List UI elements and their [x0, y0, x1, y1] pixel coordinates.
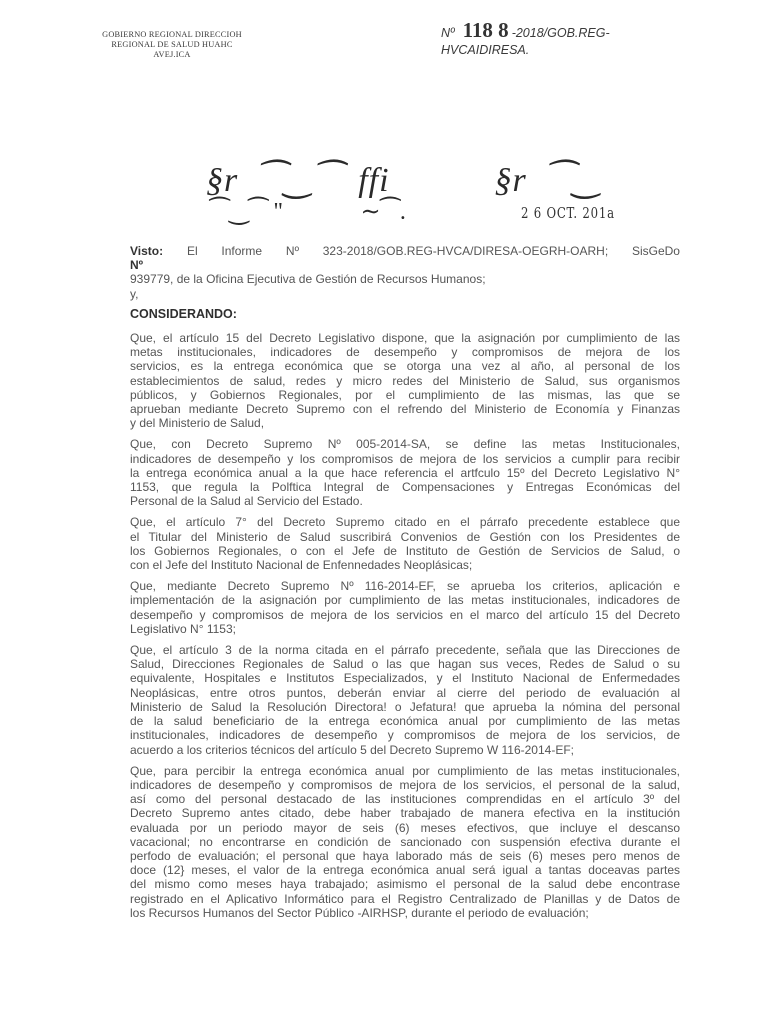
resolution-number: [441, 18, 651, 59]
considerando-paragraph: [130, 331, 680, 430]
visto-section: [130, 244, 680, 301]
institution-line-3: AVEJ.ICA: [153, 50, 191, 59]
paragraph-line: desempeño y compromisos de mejora de los servicios en el marco del artículo 15 del Decreto: [130, 607, 680, 622]
paragraph-line: aprueban mediante Decreto Supremo con el refrendo del Ministerio de Economía y Finanzas: [130, 402, 680, 417]
visto-line-1: [130, 244, 680, 258]
considerando-paragraph: [130, 579, 680, 636]
paragraph-line: 1153, que regula la Polftica Integral de Compensaciones y Entregas Económicas del: [130, 480, 680, 495]
paragraph-line: Que, el artículo 15 del Decreto Legislativo dispone, que la asignación por cumplimiento de las: [130, 331, 680, 346]
institution-line-1: GOBIERNO REGIONAL DIRECCIOH: [102, 30, 242, 39]
paragraph-line: evaluada por un periodo mayor de seis (6) meses efectivos, que incluye el descanso: [130, 820, 680, 835]
paragraph-line: metas institucionales, indicadores de desempeño y compromisos de mejora de los: [130, 345, 680, 360]
considerando-paragraph: [130, 515, 680, 572]
paragraph-line: Decreto Supremo antes citado, debe haber trabajado de manera efectiva en la institución: [130, 806, 680, 821]
paragraph-line: de la salud beneficiario de la entrega económica anual por cumplimiento de las metas: [130, 714, 680, 729]
paragraph-line: indicadores de desempeño y compromisos de mejora de los servicios, el personal de la salud,: [130, 777, 680, 792]
considerando-paragraphs: [130, 331, 680, 920]
paragraph-line: así como del personal destacado de las instituciones comprendidas en el artículo 3º del: [130, 792, 680, 807]
paragraph-line: doce (12} meses, el valor de la entrega económica anual será igual a tantas doceavas partes: [130, 863, 680, 878]
paragraph-line: implementación de la asignación por cumplimiento de las metas institucionales, indicadores de: [130, 593, 680, 608]
paragraph-line: los Recursos Humanos del Sector Público -AIRHSP, durante el periodo de evaluación;: [130, 905, 589, 920]
paragraph-line: acuerdo a los criterios técnicos del artículo 5 del Decreto Supremo W 116-2014-EF;: [130, 742, 574, 757]
number-value: 118 8: [462, 18, 509, 42]
visto-line-3: y,: [130, 286, 139, 301]
document-body: [130, 244, 680, 927]
number-suffix: -2018/GOB.REG-: [511, 26, 610, 40]
visto-line-2: 939779, de la Oficina Ejecutiva de Gestión de Recursos Humanos;: [130, 272, 486, 287]
institution-header: [96, 30, 248, 60]
paragraph-line: servicios, es la entrega económica que se otorga una vez al año, al personal de los: [130, 359, 680, 374]
paragraph-line: Que, el artículo 7° del Decreto Supremo citado en el párrafo precedente establece que: [130, 515, 680, 530]
paragraph-line: institucionales, indicadores de desempeño y compromisos de mejora de los servicios, de: [130, 728, 680, 743]
considerando-paragraph: [130, 437, 680, 508]
visto-label: Visto:: [130, 244, 164, 258]
visto-text-1: El Informe Nº 323-2018/GOB.REG-HVCA/DIRESA-OEGRH-OARH; SisGeDo: [186, 244, 680, 258]
paragraph-line: Que, mediante Decreto Supremo Nº 116-2014-EF, se aprueba los criterios, aplicación e: [130, 579, 680, 594]
paragraph-line: Que, para percibir la entrega económica anual por cumplimiento de las metas institucionales,: [130, 763, 680, 778]
considerando-paragraph: [130, 764, 680, 920]
paragraph-line: con el Jefe del Instituto Nacional de Enfennedades Neoplásicas;: [130, 558, 473, 573]
paragraph-line: Legislativo N° 1153;: [130, 621, 236, 636]
paragraph-line: establecimientos de salud, redes y micro redes del Ministerio de Salud, sus organismos: [130, 373, 680, 388]
considerando-heading: CONSIDERANDO:: [130, 306, 237, 321]
paragraph-line: Salud, Direcciones Regionales de Salud o las que hagan sus veces, Redes de Salud o su: [130, 657, 680, 672]
considerando-paragraph: [130, 643, 680, 757]
garbled-title-line-1: §r ⁀‿⁀ ffi §r ⁀‿: [206, 162, 601, 199]
paragraph-line: y del Ministerio de Salud,: [130, 416, 265, 431]
paragraph-line: Neoplásicas, entre otros puntos, deberán enviar al cierre del periodo de evaluación al: [130, 685, 680, 700]
paragraph-line: indicadores de desempeño y los compromisos de mejora de los servicios a cumplir para recibir: [130, 451, 680, 466]
paragraph-line: la entrega económica anual a la que hace referencia el artfculo 15º del Decreto Legislativo N°: [130, 465, 680, 480]
paragraph-line: equivalente, Hospitales e Institutos Especializados, y el Instituto Nacional de Enfermedades: [130, 671, 680, 686]
paragraph-line: Ministerio de Salud la Resolución Directora! o Jefatura! que aprueba la nómina del personal: [130, 699, 680, 714]
paragraph-line: Que, el artículo 3 de la norma citada en el párrafo precedente, señala que las Direcciones de: [130, 643, 680, 658]
issue-date: 2 6 OCT. 201a: [521, 204, 615, 222]
paragraph-line: el Titular del Ministerio de Salud suscribirá Convenios de Gestión con los Presidentes de: [130, 529, 680, 544]
garbled-title-line-2: ⁀‿⁀ '' ∼⁀.: [210, 199, 406, 225]
paragraph-line: vacacional; no encontrarse en condición de sancionado con suspensión efectiva durante el: [130, 834, 680, 849]
visto-line-1b: Nº: [130, 258, 144, 273]
paragraph-line: los Gobiernos Regionales, o con el Jefe de Instituto de Gestión de Servicios de Salud, o: [130, 543, 680, 558]
paragraph-line: Que, con Decreto Supremo Nº 005-2014-SA, se define las metas Institucionales,: [130, 437, 680, 452]
paragraph-line: registrado en el Aplicativo Informático para el Registro Centralizado de Planillas y de Datos de: [130, 891, 680, 906]
number-prefix: Nº: [441, 26, 455, 40]
paragraph-line: perfodo de evaluación; el personal que haya laborado más de seis (6) meses pero menos de: [130, 848, 680, 863]
institution-line-2: REGIONAL DE SALUD HUAHC: [111, 40, 233, 49]
paragraph-line: públicos, y Gobiernos Regionales, por el cumplimiento de las mismas, las que se: [130, 387, 680, 402]
paragraph-line: del mismo como meses haya trabajado; asimismo el personal de la salud debe encontrase: [130, 877, 680, 892]
number-suffix-2: HVCAIDIRESA.: [441, 43, 530, 57]
paragraph-line: Personal de la Salud al Servicio del Estado.: [130, 494, 363, 509]
